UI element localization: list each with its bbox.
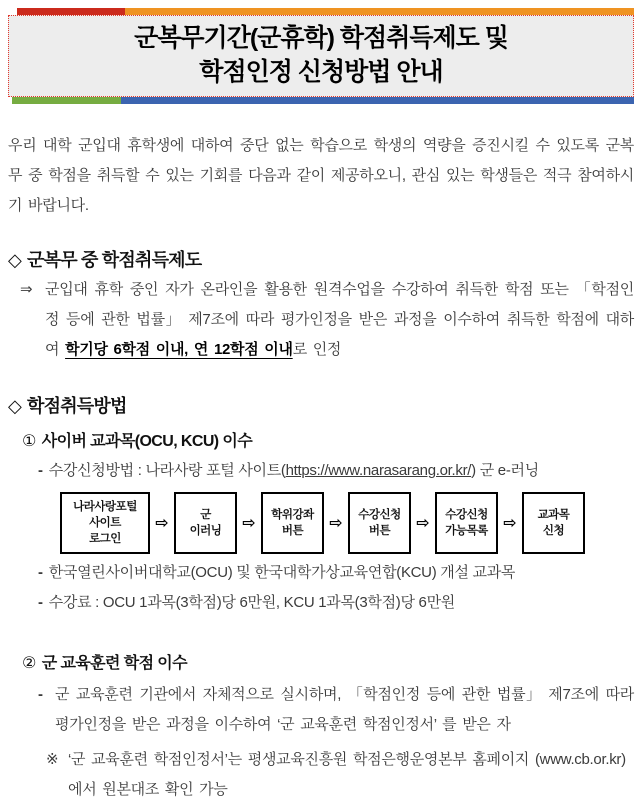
section1-body-pre: 군입대 휴학 중인 자가 온라인을 활용한 원격수업을 수강하여 취득한 학점 또는 「학점인정 등에 관한 법률」 제7조에 따라 평가인정을 받은 과정을 이수하여 취득한 학점에 대하여 xyxy=(45,281,634,358)
section1-body xyxy=(20,275,634,365)
flow-arrow-icon: ⇨ xyxy=(329,515,343,532)
page-title-line2: 학점인정 신청방법 안내 xyxy=(199,58,443,86)
intro-paragraph: 우리 대학 군입대 휴학생에 대하여 중단 없는 학습으로 학생의 역량을 증진시킬 수 있도록 군복무 중 학점을 취득할 수 있는 기회를 다음과 같이 제공하오니, 관심 있는 학생들은 적극 참여하시기 바랍니다. xyxy=(8,137,634,214)
title-bottom-bar-green-segment xyxy=(12,97,121,104)
section2-heading-text: 학점취득방법 xyxy=(27,396,127,416)
flow-arrow-icon: ⇨ xyxy=(416,515,430,532)
flow-step-degree-line2: 버튼 xyxy=(281,525,304,537)
flow-step-elearning-line2: 이러닝 xyxy=(189,525,222,537)
flow-step-available-list xyxy=(435,492,498,554)
item1-note1-text: 한국열린사이버대학교(OCU) 및 한국대학가상교육연합(KCU) 개설 교과목 xyxy=(48,564,516,581)
double-arrow-icon: ⇒ xyxy=(20,281,33,298)
flow-step-elearning xyxy=(174,492,237,554)
flow-arrow-icon: ⇨ xyxy=(242,515,256,532)
title-bottom-bar-blue-segment xyxy=(121,97,634,104)
flow-step-enroll-button xyxy=(348,492,411,554)
title-banner xyxy=(8,8,634,104)
flow-step-login-line3: 로그인 xyxy=(89,533,121,545)
flow-step-elearning-line1: 군 xyxy=(200,509,211,521)
item2-reference-note-text: ‘군 교육훈련 학점인정서’는 평생교육진흥원 학점은행운영본부 홈페이지 (www.cb.or.kr)에서 원본대조 확인 가능 xyxy=(68,751,626,798)
item2-heading-text: 군 교육훈련 학점 이수 xyxy=(41,655,187,672)
section1-body-post: 로 인정 xyxy=(292,341,342,358)
dash-bullet-icon: - xyxy=(38,462,43,479)
page-title-line1: 군복무기간(군휴학) 학점취득제도 및 xyxy=(134,24,508,52)
dash-bullet-icon: - xyxy=(38,564,43,581)
section1-body-text xyxy=(45,275,634,365)
dash-bullet-icon: - xyxy=(38,594,43,611)
flow-step-list-line1: 수강신청 xyxy=(445,509,488,521)
item2-body xyxy=(38,680,634,740)
flow-step-course-apply xyxy=(522,492,585,554)
item1-method-post: ) 군 e-러닝 xyxy=(471,462,539,479)
section1-heading xyxy=(8,246,634,272)
flow-step-enroll-line2: 버튼 xyxy=(368,525,391,537)
item2-heading xyxy=(22,650,634,678)
enrollment-flowchart xyxy=(60,492,634,554)
dash-bullet-icon: - xyxy=(38,686,43,703)
item1-method-line xyxy=(38,456,634,486)
circled-one-icon: ① xyxy=(22,433,36,450)
flow-step-login-line2: 사이트 xyxy=(89,517,121,529)
item1-heading xyxy=(22,428,634,456)
flow-step-degree-line1: 학위강좌 xyxy=(271,509,314,521)
flow-step-apply-line1: 교과목 xyxy=(537,509,570,521)
item1-method-pre: 수강신청방법 : 나라사랑 포털 사이트( xyxy=(48,462,286,479)
flow-step-list-line2: 가능목록 xyxy=(445,525,488,537)
item2-body-text: 군 교육훈련 기관에서 자체적으로 실시하며, 「학점인정 등에 관한 법률」 제7조에 따라 평가인정을 받은 과정을 이수하여 ‘군 교육훈련 학점인정서’ 를 받은 자 xyxy=(55,686,634,733)
item1-note1 xyxy=(38,558,634,588)
section1-credit-limit-highlight: 학기당 6학점 이내, 연 12학점 이내 xyxy=(65,341,293,358)
flow-step-enroll-line1: 수강신청 xyxy=(358,509,401,521)
title-top-bar xyxy=(17,8,634,15)
item1-note2 xyxy=(38,588,634,618)
flow-step-degree-course-button xyxy=(261,492,324,554)
flow-step-login xyxy=(60,492,150,554)
title-top-bar-orange-segment xyxy=(125,8,634,15)
flow-step-login-line1: 나라사랑포털 xyxy=(73,501,137,513)
flow-arrow-icon: ⇨ xyxy=(155,515,169,532)
item1-note2-text: 수강료 : OCU 1과목(3학점)당 6만원, KCU 1과목(3학점)당 6만원 xyxy=(48,594,455,611)
item2-reference-note xyxy=(46,745,634,805)
flow-step-apply-line2: 신청 xyxy=(542,525,565,537)
reference-mark-icon: ※ xyxy=(46,751,59,768)
narasarang-link[interactable]: https://www.narasarang.or.kr/ xyxy=(285,462,472,479)
title-box xyxy=(8,15,634,97)
title-top-bar-red-segment xyxy=(17,8,125,15)
diamond-bullet-icon: ◇ xyxy=(8,250,22,270)
flow-arrow-icon: ⇨ xyxy=(503,515,517,532)
section1-heading-text: 군복무 중 학점취득제도 xyxy=(27,250,202,270)
title-bottom-bar xyxy=(12,97,634,104)
section2-heading xyxy=(8,392,634,418)
item1-heading-text: 사이버 교과목(OCU, KCU) 이수 xyxy=(41,433,253,450)
diamond-bullet-icon: ◇ xyxy=(8,396,22,416)
circled-two-icon: ② xyxy=(22,655,36,672)
